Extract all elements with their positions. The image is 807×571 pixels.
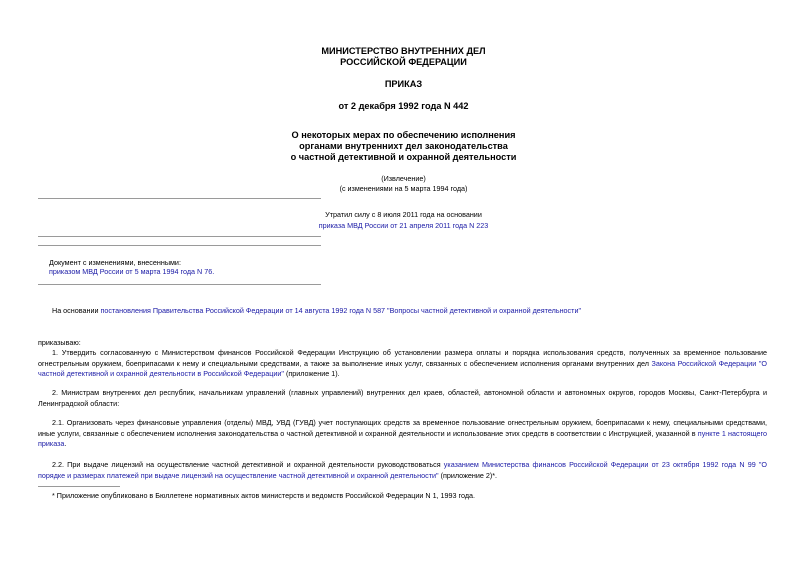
ministry-line-1: МИНИСТЕРСТВО ВНУТРЕННИХ ДЕЛ bbox=[321, 46, 486, 56]
paragraph-2-1 bbox=[38, 418, 767, 450]
changes-label: Документ с изменениями, внесенными: bbox=[49, 258, 181, 267]
basis-paragraph bbox=[52, 306, 792, 316]
paragraph-2: 2. Министрам внутренних дел республик, начальникам управлений (главных управлений) внутренних дел краев, областей, автономной области и автономных округов, городов Москвы, Санкт-Петербурга и Ленинградской области: bbox=[38, 388, 767, 408]
divider bbox=[38, 284, 321, 285]
paragraph-2-1-text: 2.1. Организовать через финансовые управления (отделы) МВД, УВД (ГУВД) учет поступающих средств за временное пользование огнестрельным оружием, боеприпасами к нему, специальными средствами, иные услуги, связанные с обеспечением исполнения законодательства о частной детективной и охранной деятельности и использование этих средств в соответствии с Инструкцией, указанной в bbox=[38, 418, 767, 438]
divider bbox=[38, 198, 321, 199]
status-line: Утратил силу с 8 июля 2011 года на основании bbox=[325, 210, 482, 219]
title-line-3: о частной детективной и охранной деятельности bbox=[290, 152, 517, 162]
doc-date: от 2 декабря 1992 года N 442 bbox=[338, 101, 469, 111]
paragraph-2-1-suffix: . bbox=[64, 439, 67, 448]
basis-prefix: На основании bbox=[52, 306, 101, 315]
paragraph-1-suffix: (приложение 1). bbox=[283, 369, 340, 378]
paragraph-2-1-link[interactable]: пункте 1 настоящего приказа bbox=[38, 428, 767, 448]
paragraph-2-2-text: 2.2. При выдаче лицензий на осуществление частной детективной и охранной деятельности руководствоваться bbox=[52, 460, 444, 469]
paragraph-2-2-suffix: (приложение 2)*. bbox=[438, 470, 498, 480]
status-link[interactable]: приказа МВД России от 21 апреля 2011 года N 223 bbox=[318, 221, 489, 230]
paragraph-1-link[interactable]: Закона Российской Федерации "О частной детективной и охранной деятельности в Российской Федерации" bbox=[38, 358, 768, 378]
order-word: приказываю: bbox=[38, 338, 81, 347]
basis-link[interactable]: постановления Правительства Российской Федерации от 14 августа 1992 года N 587 "Вопросы частной детективной и охранной деятельности" bbox=[100, 306, 582, 315]
paragraph-1 bbox=[38, 348, 767, 380]
extract-note: (Извлечение) bbox=[381, 174, 426, 183]
footnote: * Приложение опубликовано в Бюллетене нормативных актов министерств и ведомств Российской Федерации N 1, 1993 года. bbox=[52, 491, 476, 500]
changes-link[interactable]: приказом МВД России от 5 марта 1994 года N 76. bbox=[49, 267, 215, 276]
doc-type: ПРИКАЗ bbox=[384, 79, 423, 89]
paragraph-2-2-link[interactable]: указанием Министерства финансов Российской Федерации от 23 октября 1992 года N 99 "О порядке и размерах платежей при выдаче лицензий на осуществление частной детективной и охранной деятельности" bbox=[38, 460, 767, 480]
title-line-2: органами внутреннихт дел законодательства bbox=[299, 141, 508, 151]
title-line-1: О некоторых мерах по обеспечению исполнения bbox=[291, 130, 516, 140]
footnote-divider bbox=[38, 486, 120, 487]
paragraph-1-text: 1. Утвердить согласованную с Министерством финансов Российской Федерации Инструкцию об установлении размера оплаты и порядка использования средств, полученных за временное пользование огнестрельным оружием, боеприпасами к нему и специальными средствами, а также за выполнение иных услуг, связанных с обеспечением исполнения органами внутренних дел bbox=[38, 348, 767, 368]
ministry-line-2: РОССИЙСКОЙ ФЕДЕРАЦИИ bbox=[340, 57, 467, 67]
divider bbox=[38, 236, 321, 237]
paragraph-2-2 bbox=[38, 460, 767, 481]
amendments-note: (с изменениями на 5 марта 1994 года) bbox=[339, 184, 468, 193]
divider bbox=[38, 245, 321, 246]
